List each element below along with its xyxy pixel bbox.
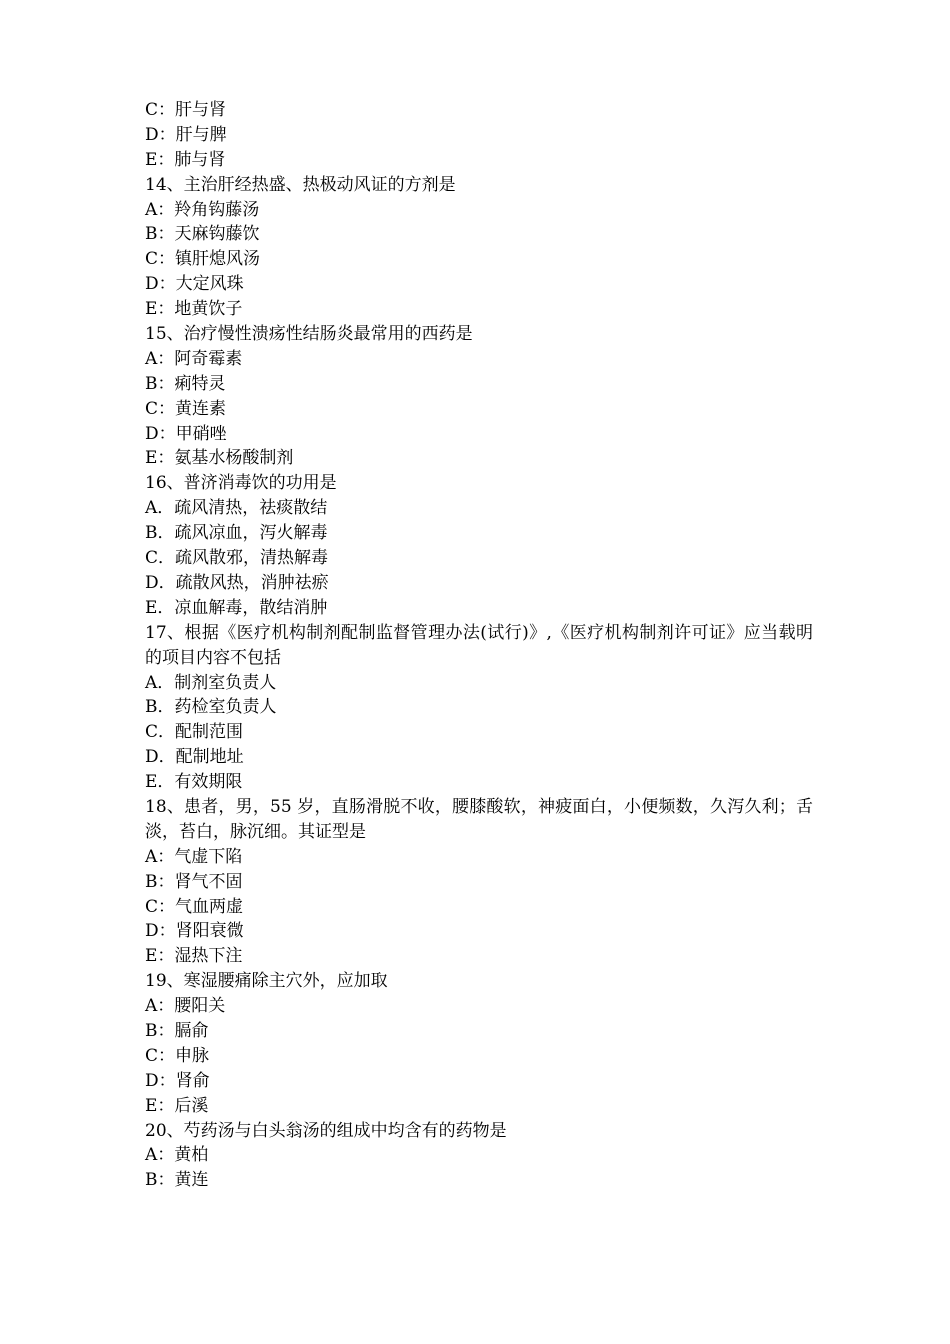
- option-line: A．制剂室负责人: [145, 672, 277, 693]
- option-line: A：黄柏: [145, 1145, 209, 1166]
- question-line: 16、普济消毒饮的功用是: [145, 473, 337, 494]
- question-line: 15、治疗慢性溃疡性结肠炎最常用的西药是: [145, 324, 473, 345]
- option-line: C．疏风散邪，清热解毒: [145, 548, 329, 569]
- question-line: 18、患者，男，55 岁，直肠滑脱不收，腰膝酸软，神疲面白，小便频数，久泻久利；舌淡，苔白，脉沉细。其证型是: [145, 796, 813, 842]
- option-line: D：甲硝唑: [145, 423, 227, 444]
- option-line: E：地黄饮子: [145, 299, 243, 320]
- option-line: D：肾俞: [145, 1070, 210, 1091]
- option-line: D：大定风珠: [145, 274, 244, 295]
- option-line: E：氨基水杨酸制剂: [145, 448, 294, 469]
- option-line: D：肾阳衰微: [145, 921, 244, 942]
- option-line: A．疏风清热，祛痰散结: [145, 498, 328, 519]
- option-line: B．疏风凉血，泻火解毒: [145, 523, 328, 544]
- option-line: D．配制地址: [145, 747, 244, 768]
- question-line: 14、主治肝经热盛、热极动风证的方剂是: [145, 174, 456, 195]
- option-line: B：黄连: [145, 1170, 209, 1191]
- option-line: D．疏散风热，消肿祛瘀: [145, 572, 329, 593]
- option-line: B：天麻钩藤饮: [145, 224, 260, 245]
- option-line: C：黄连素: [145, 398, 227, 419]
- option-line: C：申脉: [145, 1045, 210, 1066]
- document-page: [145, 98, 813, 1193]
- option-line: B：肾气不固: [145, 871, 243, 892]
- question-line: 19、寒湿腰痛除主穴外，应加取: [145, 971, 388, 992]
- option-line: E．有效期限: [145, 772, 243, 793]
- question-line: 20、芍药汤与白头翁汤的组成中均含有的药物是: [145, 1120, 507, 1141]
- option-line: A：气虚下陷: [145, 846, 243, 867]
- option-line: B．药检室负责人: [145, 697, 277, 718]
- option-line: D：肝与脾: [145, 124, 227, 145]
- option-line: A：腰阳关: [145, 996, 226, 1017]
- option-line: E．凉血解毒，散结消肿: [145, 597, 328, 618]
- option-line: B：痢特灵: [145, 373, 226, 394]
- option-line: E：湿热下注: [145, 946, 243, 967]
- question-line: 17、根据《医疗机构制剂配制监督管理办法(试行)》,《医疗机构制剂许可证》应当载明的项目内容不包括: [145, 622, 813, 668]
- option-line: B：膈俞: [145, 1021, 209, 1042]
- option-line: C．配制范围: [145, 722, 244, 743]
- option-line: C：镇肝熄风汤: [145, 249, 261, 270]
- option-line: C：气血两虚: [145, 896, 244, 917]
- option-line: E：后溪: [145, 1095, 209, 1116]
- option-line: A：阿奇霉素: [145, 348, 243, 369]
- option-line: C：肝与肾: [145, 100, 227, 120]
- option-line: E：肺与肾: [145, 149, 226, 170]
- option-line: A：羚角钩藤汤: [145, 199, 260, 220]
